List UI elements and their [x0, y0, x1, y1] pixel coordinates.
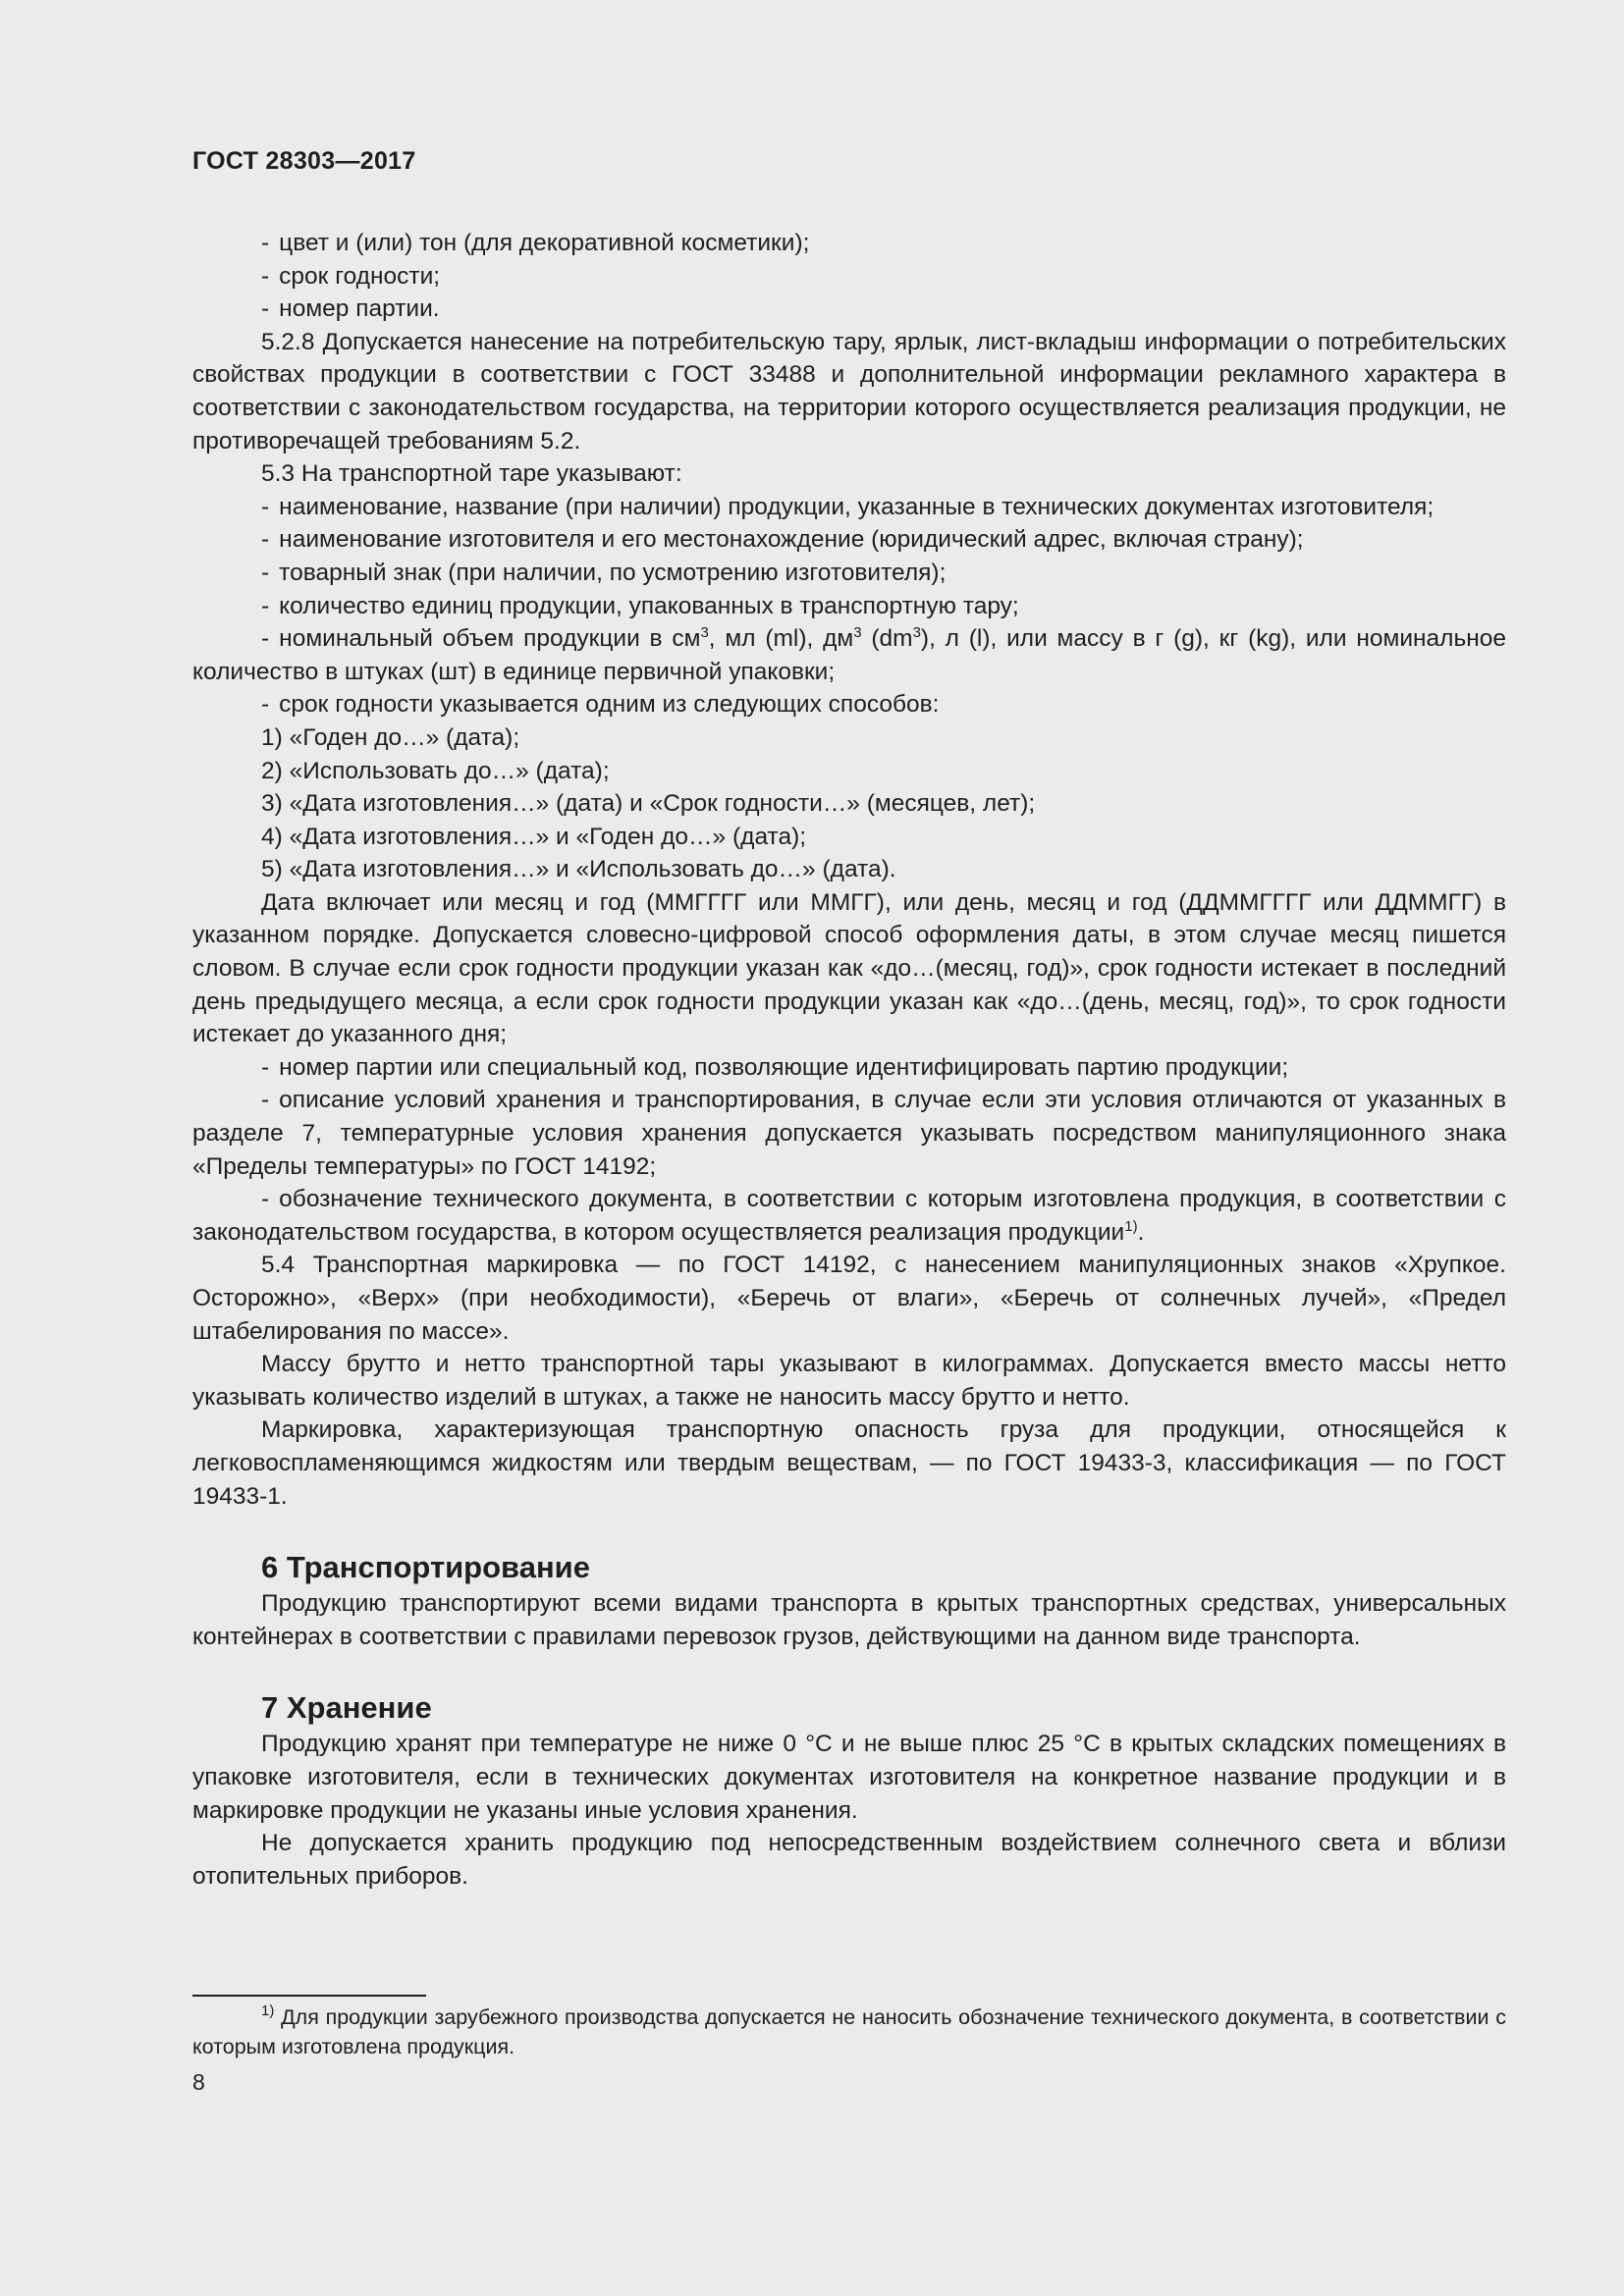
footnote: $^{1)}$ Для продукции зарубежного производства допускается не наносить обозначение технического документа, в соответствии с которым изготовлена продукция.: [192, 2002, 1506, 2058]
list-item: - товарный знак (при наличии, по усмотрению изготовителя);: [261, 559, 947, 586]
numbered-item: 5) «Дата изготовления…» и «Использовать до…» (дата).: [261, 856, 896, 883]
paragraph: Продукцию транспортируют всеми видами транспорта в крытых транспортных средствах, универсальных контейнерах в соответствии с правилами перевозок грузов, действующими на данном виде транспорта.: [192, 1590, 1506, 1650]
list-item: - количество единиц продукции, упакованных в транспортную тару;: [261, 592, 1019, 619]
paragraph-5-2-8: 5.2.8 Допускается нанесение на потребительскую тару, ярлык, лист-вкладыш информации о потребительских свойствах продукции в соответствии с ГОСТ 33488 и дополнительной информации рекламного характера в соответствии с законодательством государства, на территории которого осуществляется реализация продукции, не противоречащей требованиям 5.2.: [192, 328, 1506, 454]
paragraph: Маркировка, характеризующая транспортную опасность груза для продукции, относящейся к легковоспламеняющимся жидкостям или твердым веществам, — по ГОСТ 19433-3, классификация — по ГОСТ 19433-1.: [192, 1416, 1506, 1510]
footnote-divider: [192, 1995, 426, 1997]
list-item: - описание условий хранения и транспортирования, в случае если эти условия отличаются от указанных в разделе 7, температурные условия хранения допускается указывать посредством манипуляционного знака «Пределы температуры» по ГОСТ 14192;: [192, 1087, 1506, 1180]
numbered-item: 3) «Дата изготовления…» (дата) и «Срок годности…» (месяцев, лет);: [261, 790, 1036, 818]
paragraph-5-4: 5.4 Транспортная маркировка — по ГОСТ 14192, с нанесением манипуляционных знаков «Хрупкое. Осторожно», «Верх» (при необходимости), «Беречь от влаги», «Беречь от солнечных лучей», «Предел штабелирования по массе».: [192, 1252, 1506, 1345]
paragraph: Продукцию хранят при температуре не ниже 0 °С и не выше плюс 25 °С в крытых складских помещениях в упаковке изготовителя, если в технических документах изготовителя на конкретное название продукции и в маркировке продукции не указаны иные условия хранения.: [192, 1731, 1506, 1824]
numbered-item: 4) «Дата изготовления…» и «Годен до…» (дата);: [261, 823, 807, 850]
list-item: - цвет и (или) тон (для декоративной косметики);: [261, 230, 810, 256]
numbered-item: 2) «Использовать до…» (дата);: [261, 757, 610, 784]
list-item: - срок годности;: [261, 262, 441, 290]
section-heading-7: 7 Хранение: [261, 1690, 432, 1726]
paragraph: Не допускается хранить продукцию под непосредственным воздействием солнечного света и вблизи отопительных приборов.: [192, 1830, 1506, 1890]
footnote-marker: 1): [261, 2002, 275, 2019]
paragraph: Массу брутто и нетто транспортной тары указывают в килограммах. Допускается вместо массы нетто указывать количество изделий в штуках, а также не наносить массу брутто и нетто.: [192, 1351, 1506, 1411]
list-item: - наименование, название (при наличии) продукции, указанные в технических документах изготовителя;: [261, 493, 1435, 520]
list-item: - номер партии.: [261, 295, 440, 323]
numbered-item: 1) «Годен до…» (дата);: [261, 723, 520, 751]
document-body: [192, 227, 1506, 1893]
list-item: - наименование изготовителя и его местонахождение (юридический адрес, включая страну);: [261, 526, 1304, 554]
paragraph-date-format: Дата включает или месяц и год (ММГГГГ или ММГГ), или день, месяц и год (ДДММГГГГ или ДДММГГ) в указанном порядке. Допускается словесно-цифровой способ оформления даты, в этом случае месяц пишется словом. В случае если срок годности продукции указан как «до…(месяц, год)», срок годности истекает в последний день предыдущего месяца, а если срок годности продукции указан как «до…(день, месяц, год)», то срок годности истекает до указанного дня;: [192, 888, 1506, 1048]
document-header: ГОСТ 28303—2017: [192, 147, 416, 175]
paragraph-5-3: 5.3 На транспортной таре указывают:: [261, 460, 682, 488]
page-number: 8: [192, 2069, 205, 2095]
footnote-ref: 1): [1124, 1217, 1138, 1235]
list-item: - номинальный объем продукции в $см^3$, мл (ml), $дм^3$ $(dm^3)$, л (l), или массу в г (g), кг (kg), или номинальное количество в штуках (шт) в единице первичной упаковки;: [192, 624, 1507, 685]
section-heading-6: 6 Транспортирование: [261, 1550, 590, 1585]
list-item: - срок годности указывается одним из следующих способов:: [261, 691, 940, 719]
list-item: - номер партии или специальный код, позволяющие идентифицировать партию продукции;: [261, 1053, 1289, 1081]
list-item: - обозначение технического документа, в соответствии с которым изготовлена продукция, в соответствии с законодательством государства, в котором осуществляется реализация продукции$^{1)}$.: [192, 1186, 1506, 1246]
